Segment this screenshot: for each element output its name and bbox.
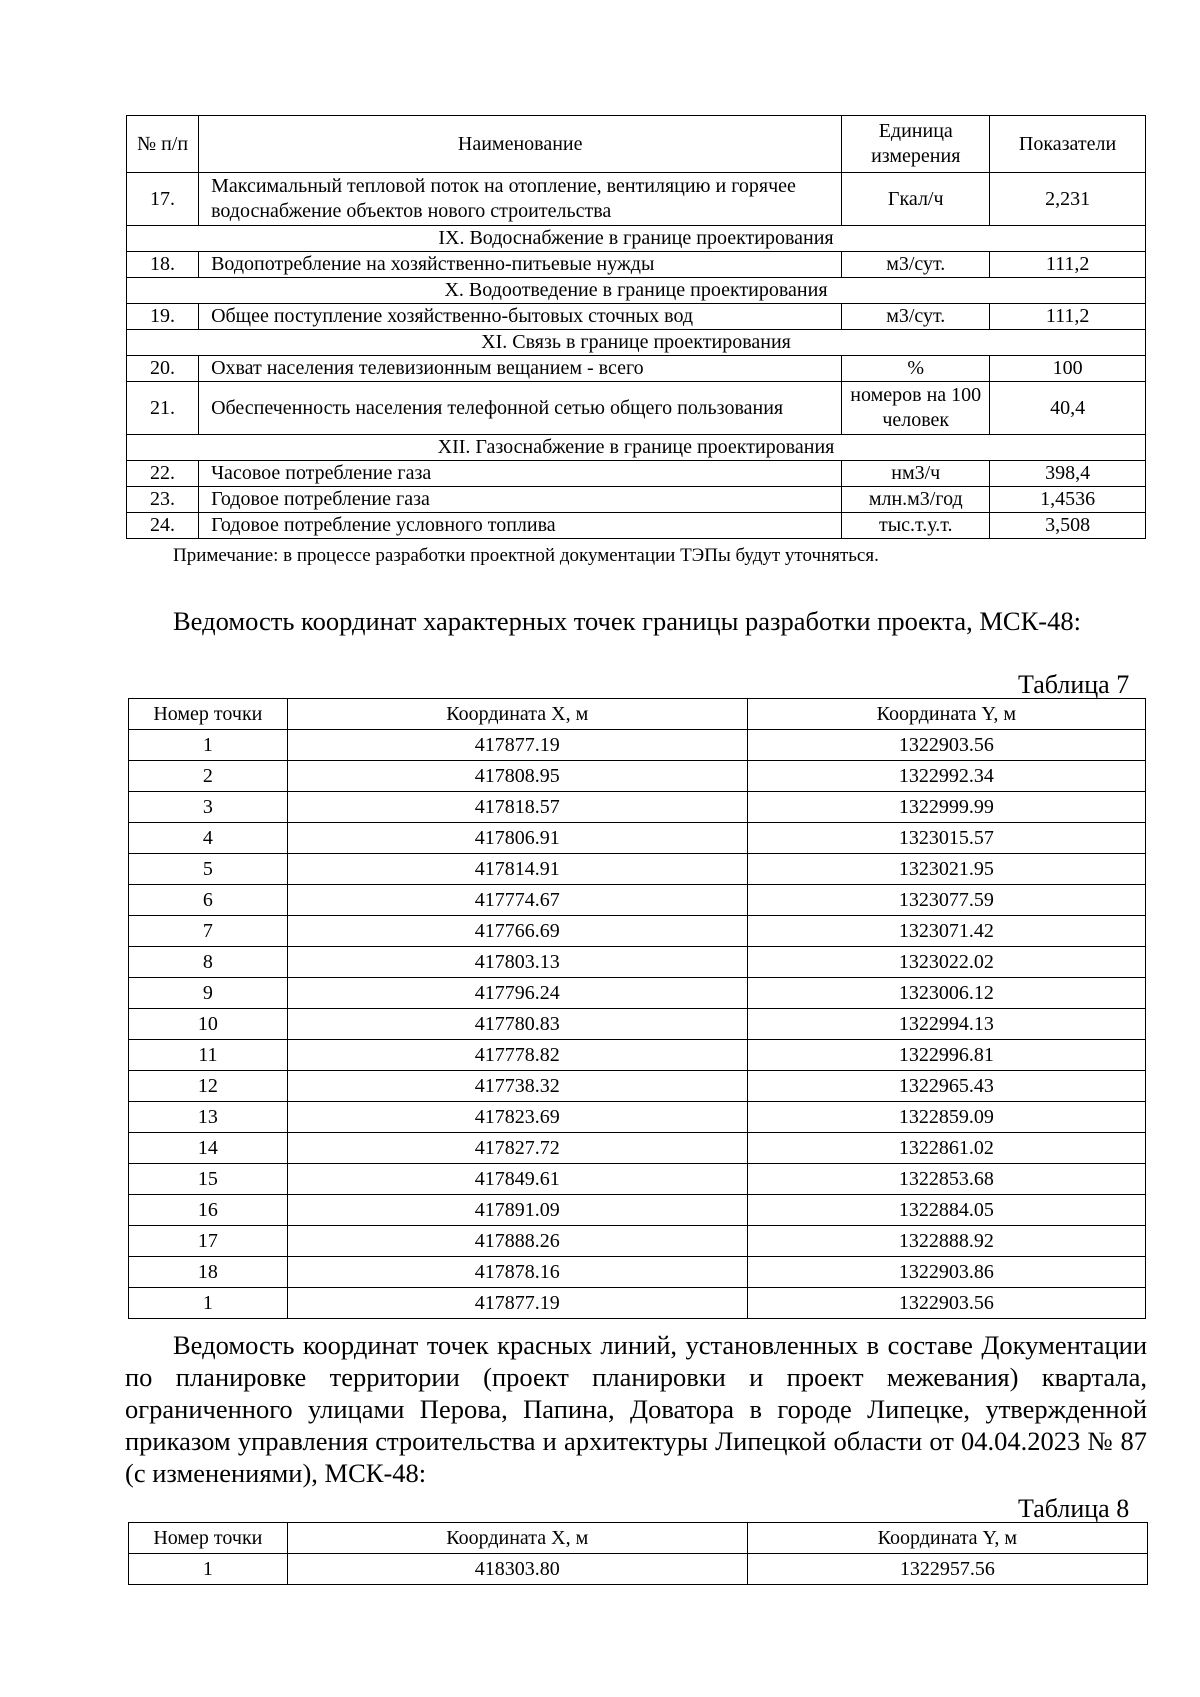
indicator-unit: м3/сут. bbox=[842, 304, 990, 330]
table-row bbox=[129, 823, 1146, 854]
point-number: 9 bbox=[129, 978, 288, 1009]
point-number: 7 bbox=[129, 916, 288, 947]
indicator-value: 1,4536 bbox=[990, 487, 1146, 513]
coordinate-x: 417818.57 bbox=[287, 792, 747, 823]
table8-coordinates bbox=[128, 1522, 1148, 1585]
coordinate-x: 418303.80 bbox=[287, 1554, 747, 1585]
coordinate-y: 1323022.02 bbox=[747, 947, 1145, 978]
point-number: 14 bbox=[129, 1133, 288, 1164]
section-row bbox=[127, 330, 1146, 356]
point-number: 5 bbox=[129, 854, 288, 885]
coordinate-y: 1322903.86 bbox=[747, 1257, 1145, 1288]
indicator-unit: м3/сут. bbox=[842, 252, 990, 278]
table-row bbox=[129, 1071, 1146, 1102]
indicator-row bbox=[127, 356, 1146, 382]
point-number: 10 bbox=[129, 1009, 288, 1040]
indicator-row bbox=[127, 461, 1146, 487]
indicator-value: 3,508 bbox=[990, 513, 1146, 539]
indicator-unit: тыс.т.у.т. bbox=[842, 513, 990, 539]
indicator-row bbox=[127, 382, 1146, 435]
coordinate-y: 1323021.95 bbox=[747, 854, 1145, 885]
coordinate-y: 1322957.56 bbox=[747, 1554, 1147, 1585]
table-note: Примечание: в процессе разработки проектной документации ТЭПы будут уточняться. bbox=[173, 545, 879, 566]
table-row bbox=[129, 1133, 1146, 1164]
coordinate-y: 1322903.56 bbox=[747, 1288, 1145, 1319]
coordinate-y: 1322884.05 bbox=[747, 1195, 1145, 1226]
coordinate-x: 417888.26 bbox=[287, 1226, 747, 1257]
coordinate-x: 417877.19 bbox=[287, 730, 747, 761]
point-number: 3 bbox=[129, 792, 288, 823]
coordinate-x: 417774.67 bbox=[287, 885, 747, 916]
point-number: 18 bbox=[129, 1257, 288, 1288]
indicator-value: 111,2 bbox=[990, 252, 1146, 278]
coordinate-x: 417766.69 bbox=[287, 916, 747, 947]
coordinate-x: 417877.19 bbox=[287, 1288, 747, 1319]
indicator-num: 22. bbox=[127, 461, 199, 487]
table7-col-x: Координата X, м bbox=[287, 699, 747, 730]
indicators-table bbox=[126, 115, 1146, 539]
coordinate-y: 1322996.81 bbox=[747, 1040, 1145, 1071]
coordinate-x: 417827.72 bbox=[287, 1133, 747, 1164]
section-row bbox=[127, 278, 1146, 304]
paragraph-boundary-text: Ведомость координат характерных точек границы разработки проекта, МСК-48: bbox=[173, 606, 1081, 636]
point-number: 1 bbox=[129, 1288, 288, 1319]
indicator-unit: % bbox=[842, 356, 990, 382]
indicator-num: 17. bbox=[127, 173, 199, 226]
coordinate-y: 1322999.99 bbox=[747, 792, 1145, 823]
indicator-value: 40,4 bbox=[990, 382, 1146, 435]
indicator-num: 24. bbox=[127, 513, 199, 539]
coordinate-y: 1322888.92 bbox=[747, 1226, 1145, 1257]
table8-body bbox=[129, 1523, 1148, 1585]
point-number: 11 bbox=[129, 1040, 288, 1071]
point-number: 17 bbox=[129, 1226, 288, 1257]
indicator-value: 2,231 bbox=[990, 173, 1146, 226]
indicator-unit: Гкал/ч bbox=[842, 173, 990, 226]
table-row bbox=[129, 761, 1146, 792]
table-row bbox=[129, 1554, 1148, 1585]
table-row bbox=[129, 1195, 1146, 1226]
coordinate-x: 417796.24 bbox=[287, 978, 747, 1009]
table-row bbox=[129, 1288, 1146, 1319]
indicators-header-row bbox=[127, 116, 1146, 173]
table-row bbox=[129, 1040, 1146, 1071]
table8-col-point: Номер точки bbox=[129, 1523, 288, 1554]
indicator-name: Часовое потребление газа bbox=[199, 461, 842, 487]
coordinate-x: 417891.09 bbox=[287, 1195, 747, 1226]
table7-caption: Таблица 7 bbox=[1018, 670, 1130, 699]
section-title: IX. Водоснабжение в границе проектирования bbox=[127, 226, 1146, 252]
section-row bbox=[127, 435, 1146, 461]
coordinate-y: 1322853.68 bbox=[747, 1164, 1145, 1195]
table7-col-y: Координата Y, м bbox=[747, 699, 1145, 730]
coordinate-x: 417849.61 bbox=[287, 1164, 747, 1195]
table-row bbox=[129, 1102, 1146, 1133]
indicator-unit: нм3/ч bbox=[842, 461, 990, 487]
coordinate-y: 1322861.02 bbox=[747, 1133, 1145, 1164]
coordinate-x: 417778.82 bbox=[287, 1040, 747, 1071]
point-number: 6 bbox=[129, 885, 288, 916]
coordinate-y: 1323071.42 bbox=[747, 916, 1145, 947]
table8-caption: Таблица 8 bbox=[1018, 1494, 1130, 1523]
header-num: № п/п bbox=[127, 116, 199, 173]
indicator-unit: млн.м3/год bbox=[842, 487, 990, 513]
indicator-name: Максимальный тепловой поток на отопление, вентиляцию и горячее водоснабжение объектов нового строительства bbox=[199, 173, 842, 226]
coordinate-y: 1323015.57 bbox=[747, 823, 1145, 854]
indicator-name: Водопотребление на хозяйственно-питьевые нужды bbox=[199, 252, 842, 278]
point-number: 16 bbox=[129, 1195, 288, 1226]
indicator-value: 398,4 bbox=[990, 461, 1146, 487]
table7-col-point: Номер точки bbox=[129, 699, 288, 730]
indicator-num: 23. bbox=[127, 487, 199, 513]
table-row bbox=[129, 854, 1146, 885]
table-row bbox=[129, 1164, 1146, 1195]
table-row bbox=[129, 947, 1146, 978]
coordinate-y: 1322994.13 bbox=[747, 1009, 1145, 1040]
header-name: Наименование bbox=[199, 116, 842, 173]
indicator-num: 19. bbox=[127, 304, 199, 330]
coordinate-y: 1322992.34 bbox=[747, 761, 1145, 792]
indicator-num: 18. bbox=[127, 252, 199, 278]
table8-col-x: Координата X, м bbox=[287, 1523, 747, 1554]
coordinate-x: 417878.16 bbox=[287, 1257, 747, 1288]
indicator-num: 21. bbox=[127, 382, 199, 435]
section-title: XI. Связь в границе проектирования bbox=[127, 330, 1146, 356]
coordinate-y: 1322859.09 bbox=[747, 1102, 1145, 1133]
point-number: 1 bbox=[129, 730, 288, 761]
indicator-name: Обеспеченность населения телефонной сетью общего пользования bbox=[199, 382, 842, 435]
coordinate-y: 1323077.59 bbox=[747, 885, 1145, 916]
coordinate-y: 1322903.56 bbox=[747, 730, 1145, 761]
table-row bbox=[129, 1226, 1146, 1257]
indicator-row bbox=[127, 513, 1146, 539]
point-number: 2 bbox=[129, 761, 288, 792]
point-number: 4 bbox=[129, 823, 288, 854]
indicator-unit: номеров на 100 человек bbox=[842, 382, 990, 435]
indicator-name: Годовое потребление условного топлива bbox=[199, 513, 842, 539]
section-title: XII. Газоснабжение в границе проектирования bbox=[127, 435, 1146, 461]
table7-header-row bbox=[129, 699, 1146, 730]
table-row bbox=[129, 792, 1146, 823]
coordinate-x: 417803.13 bbox=[287, 947, 747, 978]
indicator-name: Охват населения телевизионным вещанием - всего bbox=[199, 356, 842, 382]
table-row bbox=[129, 978, 1146, 1009]
coordinate-x: 417806.91 bbox=[287, 823, 747, 854]
point-number: 15 bbox=[129, 1164, 288, 1195]
coordinate-x: 417823.69 bbox=[287, 1102, 747, 1133]
indicator-name: Общее поступление хозяйственно-бытовых сточных вод bbox=[199, 304, 842, 330]
indicator-value: 100 bbox=[990, 356, 1146, 382]
point-number: 12 bbox=[129, 1071, 288, 1102]
table-row bbox=[129, 1257, 1146, 1288]
coordinate-x: 417738.32 bbox=[287, 1071, 747, 1102]
header-unit: Единица измерения bbox=[842, 116, 990, 173]
indicator-row bbox=[127, 487, 1146, 513]
point-number: 1 bbox=[129, 1554, 288, 1585]
indicator-num: 20. bbox=[127, 356, 199, 382]
coordinate-x: 417808.95 bbox=[287, 761, 747, 792]
coordinate-y: 1322965.43 bbox=[747, 1071, 1145, 1102]
indicators-table-body bbox=[127, 116, 1146, 539]
coordinate-y: 1323006.12 bbox=[747, 978, 1145, 1009]
table7-coordinates bbox=[128, 698, 1146, 1319]
header-value: Показатели bbox=[990, 116, 1146, 173]
coordinate-x: 417780.83 bbox=[287, 1009, 747, 1040]
indicator-row bbox=[127, 173, 1146, 226]
section-row bbox=[127, 226, 1146, 252]
table8-col-y: Координата Y, м bbox=[747, 1523, 1147, 1554]
paragraph-red-lines-text: Ведомость координат точек красных линий, установленных в составе Документации по планировке территории (проект планировки и проект межевания) квартала, ограниченного улицами Перова, Папина, Доватора в городе Липецке, утвержденной приказом управления строительства и архитектуры Липецкой области от 04.04.2023 № 87 (с изменениями), МСК-48: bbox=[125, 1330, 1147, 1488]
paragraph-red-lines bbox=[125, 1329, 1147, 1489]
point-number: 8 bbox=[129, 947, 288, 978]
indicator-name: Годовое потребление газа bbox=[199, 487, 842, 513]
indicator-row bbox=[127, 252, 1146, 278]
coordinate-x: 417814.91 bbox=[287, 854, 747, 885]
table-row bbox=[129, 1009, 1146, 1040]
table-row bbox=[129, 916, 1146, 947]
table-row bbox=[129, 885, 1146, 916]
indicator-value: 111,2 bbox=[990, 304, 1146, 330]
table-row bbox=[129, 730, 1146, 761]
table7-body bbox=[129, 699, 1146, 1319]
point-number: 13 bbox=[129, 1102, 288, 1133]
indicator-row bbox=[127, 304, 1146, 330]
section-title: X. Водоотведение в границе проектирования bbox=[127, 278, 1146, 304]
paragraph-boundary-coordinates bbox=[125, 605, 1147, 637]
table8-header-row bbox=[129, 1523, 1148, 1554]
